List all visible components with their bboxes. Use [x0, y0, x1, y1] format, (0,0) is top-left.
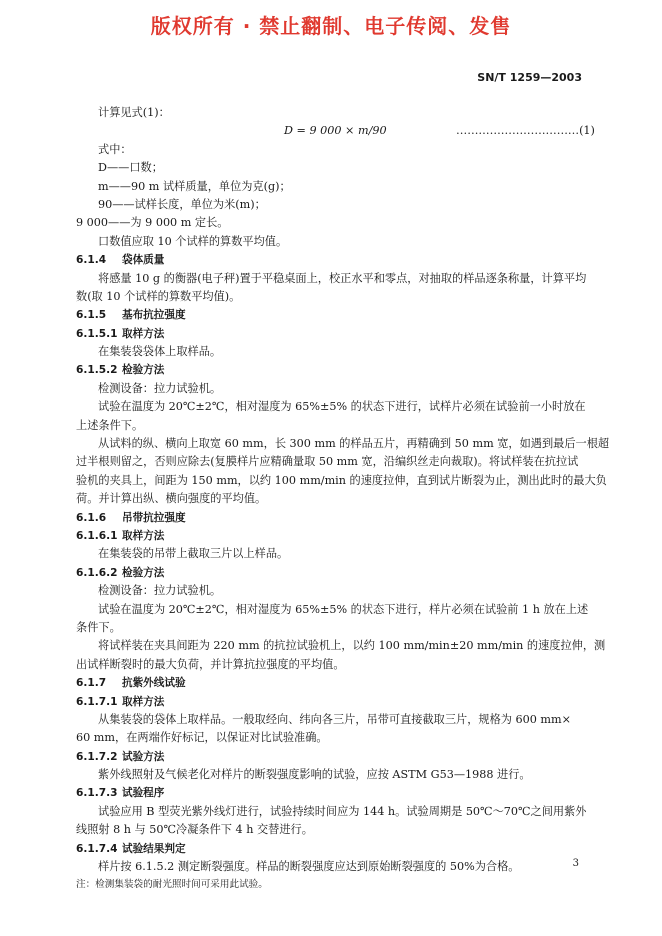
section-6-1-6-2-heading: 6.1.6.2 检验方法 [76, 566, 165, 579]
section-6-1-7-2-heading: 6.1.7.2 试验方法 [76, 750, 165, 763]
section-6-1-6-heading: 6.1.6 吊带抗拉强度 [76, 511, 186, 524]
section-6-1-5-2-p2-2: 过半根则留之，否则应除去(复膜样片应精确量取 50 mm 宽，沿编织丝走向裁取)。将试样装在抗拉试 [76, 455, 579, 469]
section-6-1-5-1-text: 在集装袋袋体上取样品。 [98, 345, 222, 359]
section-6-1-6-2-p1-2: 条件下。 [76, 620, 121, 634]
definition-9000: 9 000——为 9 000 m 定长。 [76, 216, 229, 230]
section-6-1-5-2-p2-3: 验机的夹具上，间距为 150 mm，以约 100 mm/min 的速度拉伸，直到试片断裂为止，测出此时的最大负 [76, 473, 607, 487]
formula-reference: ……………………………(1) [456, 124, 595, 138]
section-6-1-5-2-heading: 6.1.5.2 检验方法 [76, 364, 165, 377]
section-6-1-6-1-heading: 6.1.6.1 取样方法 [76, 529, 165, 542]
definition-D: D——口数； [98, 161, 163, 175]
standard-code: SN/T 1259—2003 [477, 71, 582, 84]
definition-90: 90——试样长度，单位为米(m)； [98, 197, 266, 211]
section-6-1-5-2-p2-4: 荷。并计算出纵、横向强度的平均值。 [76, 492, 267, 506]
section-6-1-5-heading: 6.1.5 基布抗拉强度 [76, 309, 186, 322]
formula-intro: 计算见式(1)： [98, 106, 170, 119]
section-6-1-7-2-text: 紫外线照射及气候老化对样片的断裂强度影响的试验，应按 ASTM G53—1988 进行。 [98, 768, 531, 782]
section-6-1-4-text-1: 将感量 10 g 的衡器(电子秤)置于平稳桌面上，校正水平和零点，对抽取的样品逐条称量，计算平均 [98, 271, 587, 285]
section-6-1-5-2-p1-1: 试验在温度为 20℃±2℃，相对湿度为 65%±5% 的状态下进行，试样片必须在试验前一小时放在 [98, 400, 586, 414]
section-6-1-7-1-heading: 6.1.7.1 取样方法 [76, 695, 165, 708]
section-6-1-5-2-p2-1: 从试料的纵、横向上取宽 60 mm，长 300 mm 的样品五片，再精确到 50 mm 宽，如遇到最后一根超 [98, 437, 610, 451]
copyright-watermark: 版权所有 · 禁止翻制、电子传阅、发售 [150, 14, 512, 38]
section-6-1-7-1-text-1: 从集装袋的袋体上取样品。一般取经向、纬向各三片，吊带可直接截取三片，规格为 600 mm× [98, 712, 571, 726]
section-6-1-6-1-text: 在集装袋的吊带上截取三片以上样品。 [98, 547, 289, 561]
section-6-1-7-3-text-1: 试验应用 B 型荧光紫外线灯进行，试验持续时间应为 144 h。试验周期是 50℃～70℃之间用紫外 [98, 804, 587, 818]
document-body [76, 104, 610, 895]
section-6-1-7-4-heading: 6.1.7.4 试验结果判定 [76, 842, 186, 855]
section-6-1-7-3-text-2: 线照射 8 h 与 50℃冷凝条件下 4 h 交替进行。 [76, 823, 313, 837]
section-6-1-7-4-text: 样片按 6.1.5.2 测定断裂强度。样品的断裂强度应达到原始断裂强度的 50%为合格。 [98, 860, 520, 874]
section-6-1-7-3-heading: 6.1.7.3 试验程序 [76, 787, 165, 800]
average-note: 口数值应取 10 个试样的算数平均值。 [98, 234, 288, 248]
section-6-1-5-2-p1-2: 上述条件下。 [76, 418, 144, 432]
formula-line [76, 122, 595, 140]
section-6-1-7-1-text-2: 60 mm，在两端作好标记，以保证对比试验准确。 [76, 731, 328, 745]
section-6-1-6-2-p2-2: 出试样断裂时的最大负荷，并计算抗拉强度的平均值。 [76, 657, 345, 671]
section-6-1-4-heading: 6.1.4 袋体质量 [76, 254, 165, 267]
section-6-1-6-2-p2-1: 将试样装在夹具间距为 220 mm 的抗拉试验机上，以约 100 mm/min±20 mm/min 的速度拉伸，测 [98, 639, 606, 653]
section-6-1-7-4-note: 注：检测集装袋的耐光照时间可采用此试验。 [76, 879, 268, 891]
section-6-1-6-2-equipment: 检测设备：拉力试验机。 [98, 584, 222, 598]
section-6-1-5-2-equipment: 检测设备：拉力试验机。 [98, 381, 222, 395]
section-6-1-6-2-p1-1: 试验在温度为 20℃±2℃，相对湿度为 65%±5% 的状态下进行，样片必须在试验前 1 h 放在上述 [98, 602, 589, 616]
section-6-1-7-heading: 6.1.7 抗紫外线试验 [76, 677, 186, 690]
page-number: 3 [572, 858, 579, 869]
definition-m: m——90 m 试样质量，单位为克(g)； [98, 179, 291, 193]
section-6-1-4-text-2: 数(取 10 个试样的算数平均值)。 [76, 289, 241, 303]
where-label: 式中： [98, 142, 132, 156]
section-6-1-5-1-heading: 6.1.5.1 取样方法 [76, 327, 165, 340]
formula-expression: D = 9 000 × m/90 [284, 124, 387, 138]
